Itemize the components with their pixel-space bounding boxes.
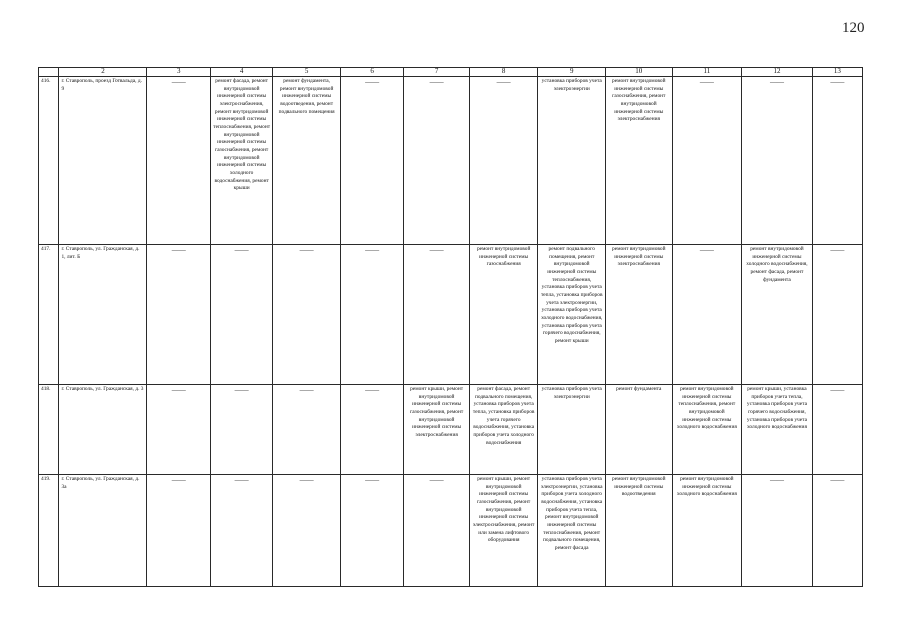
row-number: 419. — [39, 475, 59, 587]
address-cell: г. Ставрополь, ул. Гражданская, д. 1, лит. Б — [59, 245, 147, 385]
cell-col-3: —— — [147, 385, 210, 475]
repair-program-table — [38, 67, 863, 587]
cell-col-13: —— — [812, 245, 862, 385]
header-col-8: 8 — [469, 68, 538, 77]
cell-col-9: установка приборов учета электроэнергии, установка приборов учета холодного водоснабжения, установка приборов учета тепла, ремонт внутридомовой инженерной системы теплоснабжения, ремонт подвального помещения, ремонт фасада — [538, 475, 606, 587]
cell-col-9: установка приборов учета электроэнергии — [538, 385, 606, 475]
cell-col-8: ремонт фасада, ремонт подвального помещения, установка приборов учета тепла, установка приборов учета горячего водоснабжения, установка приборов учета холодного водоснабжения — [469, 385, 538, 475]
cell-col-10: ремонт фундамента — [606, 385, 673, 475]
address-cell: г. Ставрополь, ул. Гражданская, д. 3 — [59, 385, 147, 475]
row-number: 418. — [39, 385, 59, 475]
header-col-2: 2 — [59, 68, 147, 77]
cell-col-5: —— — [273, 385, 341, 475]
table-row — [39, 245, 863, 385]
cell-col-7: —— — [404, 475, 470, 587]
cell-col-11: ремонт внутридомовой инженерной системы холодного водоснабжения — [672, 475, 742, 587]
header-col-13: 13 — [812, 68, 862, 77]
cell-col-13: —— — [812, 475, 862, 587]
cell-col-5: —— — [273, 245, 341, 385]
cell-col-9: ремонт подвального помещения, ремонт внутридомовой инженерной системы теплоснабжения, установка приборов учета тепла, установка приборов учета электроэнергии, установка приборов учета холодного водоснабжения, установка приборов учета горячего водоснабжения, ремонт крыши — [538, 245, 606, 385]
header-col-5: 5 — [273, 68, 341, 77]
cell-col-13: —— — [812, 77, 862, 245]
table-row — [39, 475, 863, 587]
cell-col-3: —— — [147, 77, 210, 245]
table-row — [39, 385, 863, 475]
cell-col-3: —— — [147, 475, 210, 587]
cell-col-6: —— — [340, 77, 403, 245]
row-number: 416. — [39, 77, 59, 245]
page-number: 120 — [842, 20, 865, 36]
cell-col-10: ремонт внутридомовой инженерной системы водоотведения — [606, 475, 673, 587]
header-col-7: 7 — [404, 68, 470, 77]
cell-col-7: —— — [404, 245, 470, 385]
cell-col-6: —— — [340, 475, 403, 587]
header-col-3: 3 — [147, 68, 210, 77]
cell-col-11: —— — [672, 245, 742, 385]
cell-col-8: —— — [469, 77, 538, 245]
header-row — [39, 68, 863, 77]
cell-col-7: ремонт крыши, ремонт внутридомовой инженерной системы газоснабжения, ремонт внутридомовой инженерной системы электроснабжения — [404, 385, 470, 475]
cell-col-12: ремонт внутридомовой инженерной системы холодного водоснабжения, ремонт фасада, ремонт фундамента — [742, 245, 813, 385]
cell-col-6: —— — [340, 245, 403, 385]
header-col-10: 10 — [606, 68, 673, 77]
row-number: 417. — [39, 245, 59, 385]
cell-col-5: —— — [273, 475, 341, 587]
cell-col-8: ремонт внутридомовой инженерной системы газоснабжения — [469, 245, 538, 385]
cell-col-4: ремонт фасада, ремонт внутридомовой инженерной системы электроснабжения, ремонт внутридомовой инженерной системы теплоснабжения, ремонт внутридомовой инженерной системы газоснабжения, ремонт внутридомовой инженерной системы холодного водоснабжения, ремонт крыши — [210, 77, 272, 245]
cell-col-10: ремонт внутридомовой инженерной системы газоснабжения, ремонт внутридомовой инженерной системы электроснабжения — [606, 77, 673, 245]
cell-col-3: —— — [147, 245, 210, 385]
cell-col-4: —— — [210, 245, 272, 385]
header-col-9: 9 — [538, 68, 606, 77]
cell-col-13: —— — [812, 385, 862, 475]
header-col-12: 12 — [742, 68, 813, 77]
cell-col-12: ремонт крыши, установка приборов учета тепла, установка приборов учета горячего водоснабжения, установка приборов учета холодного водоснабжения — [742, 385, 813, 475]
table-row — [39, 77, 863, 245]
cell-col-10: ремонт внутридомовой инженерной системы электроснабжения — [606, 245, 673, 385]
address-cell: г. Ставрополь, проезд Готвальда, д. 9 — [59, 77, 147, 245]
cell-col-6: —— — [340, 385, 403, 475]
cell-col-9: установка приборов учета электроэнергии — [538, 77, 606, 245]
cell-col-11: ремонт внутридомовой инженерной системы теплоснабжения, ремонт внутридомовой инженерной системы холодного водоснабжения — [672, 385, 742, 475]
cell-col-12: —— — [742, 475, 813, 587]
header-col-4: 4 — [210, 68, 272, 77]
cell-col-7: —— — [404, 77, 470, 245]
cell-col-5: ремонт фундамента, ремонт внутридомовой инженерной системы водоотведения, ремонт подвального помещения — [273, 77, 341, 245]
cell-col-4: —— — [210, 475, 272, 587]
cell-col-8: ремонт крыши, ремонт внутридомовой инженерной системы газоснабжения, ремонт внутридомовой инженерной системы электроснабжения, ремонт или замена лифтового оборудования — [469, 475, 538, 587]
address-cell: г. Ставрополь, ул. Гражданская, д. 3а — [59, 475, 147, 587]
header-col-1 — [39, 68, 59, 77]
cell-col-11: —— — [672, 77, 742, 245]
header-col-11: 11 — [672, 68, 742, 77]
cell-col-12: —— — [742, 77, 813, 245]
header-col-6: 6 — [340, 68, 403, 77]
cell-col-4: —— — [210, 385, 272, 475]
